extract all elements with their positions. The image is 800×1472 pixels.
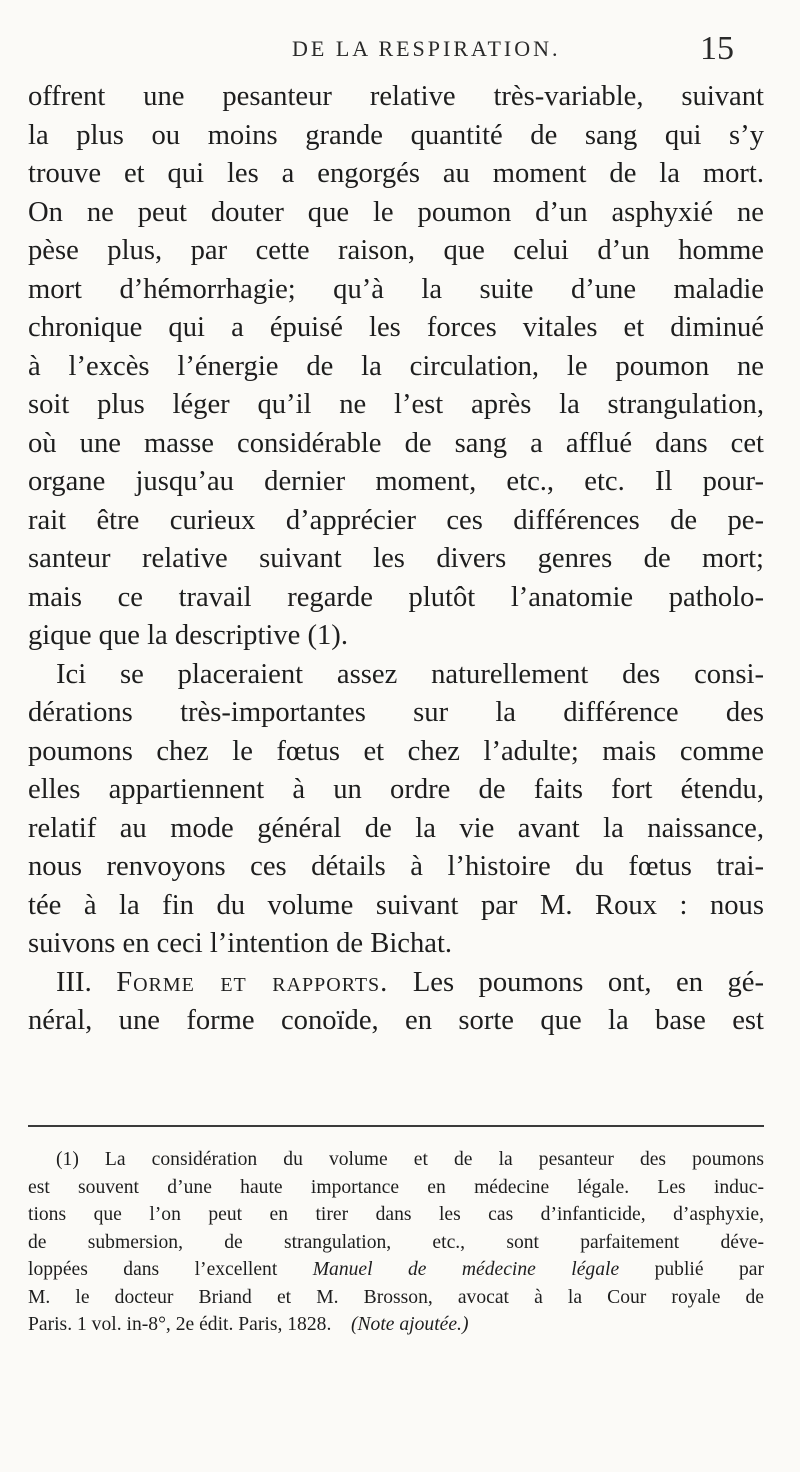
footnote-line: est souvent d’une haute importance en médecine légale. Les induc- [28, 1176, 764, 1198]
text-line: elles appartiennent à un ordre de faits fort étendu, [28, 774, 764, 805]
text-line: mort d’hémorrhagie; qu’à la suite d’une maladie [28, 273, 764, 305]
footnote-text: publié par [654, 1259, 764, 1280]
footnote-line: tions que l’on peut en tirer dans les cas d’infanticide, d’asphyxie, [28, 1204, 764, 1225]
text-line: pèse plus, par cette raison, que celui d’un homme [28, 235, 764, 266]
text-line: gique que la descriptive (1). [28, 620, 348, 651]
text-line: relatif au mode général de la vie avant la naissance, [28, 812, 764, 844]
section-heading-line [28, 964, 764, 1003]
text-line: néral, une forme conoïde, en sorte que la base est [28, 1005, 764, 1036]
text-line: la plus ou moins grande quantité de sang qui s’y [28, 119, 764, 151]
text-line: où une masse considérable de sang a afflué dans cet [28, 427, 764, 459]
text-line: santeur relative suivant les divers genres de mort; [28, 543, 764, 574]
text-line: mais ce travail regarde plutôt l’anatomie patholo- [28, 581, 764, 613]
text-line: organe jusqu’au dernier moment, etc., etc. Il pour- [28, 466, 764, 497]
text-line: poumons chez le fœtus et chez l’adulte; mais comme [28, 735, 764, 767]
text-line: On ne peut douter que le poumon d’un asphyxié ne [28, 196, 764, 228]
footnote-divider [28, 1125, 764, 1127]
text-line: trouve et qui les a engorgés au moment de la mort. [28, 158, 764, 189]
text-line: rait être curieux d’apprécier ces différences de pe- [28, 504, 764, 536]
text-line: offrent une pesanteur relative très-variable, suivant [28, 81, 764, 112]
section-number: III. [56, 966, 92, 998]
text-line: à l’excès l’énergie de la circulation, le poumon ne [28, 350, 764, 382]
section-heading: Forme et rapports. [116, 966, 389, 998]
footnote [28, 1146, 764, 1339]
footnote-line [28, 1256, 764, 1284]
text-line: Ici se placeraient assez naturellement des consi- [56, 658, 764, 690]
book-title: Manuel de médecine légale [312, 1259, 620, 1280]
editor-note: (Note ajoutée.) [350, 1314, 469, 1335]
text-line: nous renvoyons ces détails à l’histoire du fœtus trai- [28, 851, 764, 882]
text-line: soit plus léger qu’il ne l’est après la strangulation, [28, 389, 764, 420]
text-line: tée à la fin du volume suivant par M. Roux : nous [28, 889, 764, 921]
footnote-line: de submersion, de strangulation, etc., sont parfaitement déve- [28, 1231, 764, 1253]
footnote-text: loppées dans l’excellent [28, 1259, 278, 1280]
footnote-line: (1) La considération du volume et de la pesanteur des poumons [56, 1149, 764, 1170]
text-line: suivons en ceci l’intention de Bichat. [28, 928, 453, 959]
footnote-line [28, 1311, 764, 1339]
running-title: DE LA RESPIRATION. [292, 36, 561, 61]
body-text [28, 78, 764, 1041]
section-text: Les poumons ont, en gé- [412, 966, 764, 998]
page-header [0, 30, 800, 78]
page-number: 15 [700, 30, 734, 67]
footnote-line: M. le docteur Briand et M. Brosson, avocat à la Cour royale de [28, 1286, 764, 1308]
text-line: chronique qui a épuisé les forces vitales et diminué [28, 312, 764, 343]
footnote-text: Paris. 1 vol. in-8°, 2e édit. Paris, 1828. [28, 1314, 332, 1335]
text-line: dérations très-importantes sur la différence des [28, 697, 764, 728]
